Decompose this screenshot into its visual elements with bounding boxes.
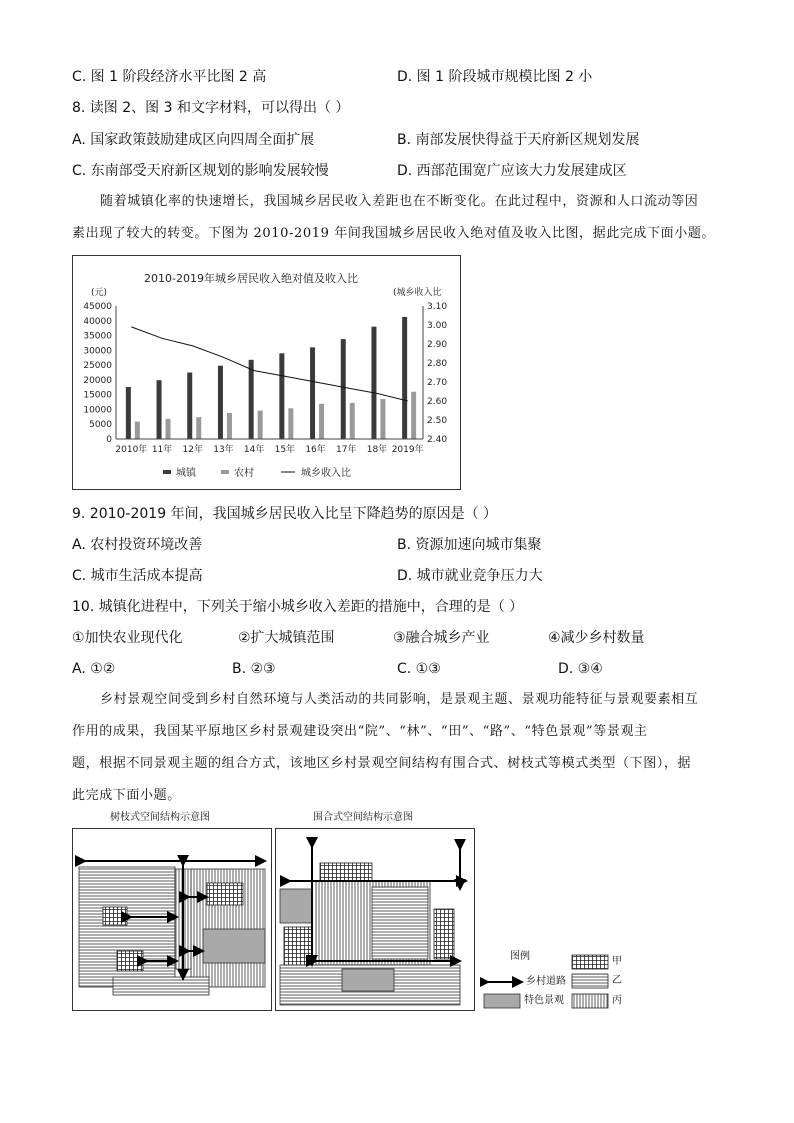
bar-rural [411,392,416,439]
chart-x-tick-label: 13年 [213,445,234,455]
bar-urban [341,339,346,439]
chart-x-tick-label: 15年 [274,445,296,455]
chart-left-tick-label: 45000 [83,302,112,312]
branch-diagram-title: 树枝式空间结构示意图 [110,812,210,823]
q9-option-c: C. 城市生活成本提高 [72,568,203,584]
chart-right-tick-label: 2.70 [427,378,448,388]
legend-bing-label: 丙 [612,995,622,1006]
bar-urban [218,366,223,439]
bar-urban [157,380,162,439]
chart-left-tick-label: 15000 [83,390,112,401]
enclosed-feature-left [280,889,312,923]
enclosed-zone-jia-right [434,909,454,959]
bar-urban [126,387,131,439]
chart-x-tick-label: 16年 [305,445,326,455]
chart-right-tick-label: 2.40 [427,435,448,445]
branch-zone-jia-2 [103,907,127,925]
passage2-line1: 乡村景观空间受到乡村自然环境与人类活动的共同影响，是景观主题、景观功能特征与景观要素相互 [100,692,699,707]
bar-rural [350,403,355,439]
bar-urban [310,347,315,439]
chart-title: 2010-2019年城乡居民收入绝对值及收入比 [144,272,358,285]
q8-option-a: A. 国家政策鼓励建成区向四周全面扩展 [72,132,315,148]
q8-option-d: D. 西部范围宽广应该大力发展建成区 [397,163,627,179]
legend-rural-swatch [221,470,229,474]
q9-option-a: A. 农村投资环境改善 [72,537,203,553]
passage2-line4: 此完成下面小题。 [72,788,181,803]
q10-statement-4: ④减少乡村数量 [548,630,645,646]
bar-rural [227,413,232,439]
chart-x-tick-label: 12年 [182,445,203,455]
q10-option-b: B. ②③ [232,661,276,677]
chart-left-axis-unit: (元) [91,288,108,298]
passage1-line2: 素出现了较大的转变。下图为 2010-2019 年间我国城乡居民收入绝对值及收入比图，据此完成下面小题。 [72,226,716,241]
legend-feature-swatch [484,994,520,1008]
q7-option-c: C. 图 1 阶段经济水平比图 2 高 [72,69,267,85]
chart-x-tick-label: 18年 [366,445,388,455]
legend-ratio-label: 城乡收入比 [301,468,351,479]
chart-x-tick-label: 11年 [151,445,173,455]
chart-left-tick-label: 20000 [83,375,112,386]
enclosed-zone-jia-left [284,927,312,965]
chart-right-tick-label: 2.80 [427,359,448,369]
bar-urban [279,353,284,439]
q9-stem: 9. 2010-2019 年间，我国城乡居民收入比呈下降趋势的原因是（ ） [72,506,498,522]
legend-urban-swatch [163,470,171,474]
bar-urban [402,317,407,439]
chart-left-tick-label: 35000 [83,331,112,342]
q10-option-d: D. ③④ [558,661,603,677]
ratio-line [131,327,407,401]
bar-rural [135,422,140,439]
bar-rural [288,408,293,439]
legend-bing-swatch [572,994,608,1008]
chart-right-tick-label: 3.10 [427,302,448,312]
passage2-line3: 题，根据不同景观主题的组合方式，该地区乡村景观空间结构有围合式、树枝式等模式类型（下图），据 [72,756,692,771]
legend-road-label: 乡村道路 [526,976,566,987]
q8-stem: 8. 读图 2、图 3 和文字材料，可以得出（ ） [72,100,350,116]
enclosed-structure-diagram [275,828,475,1011]
chart-left-tick-label: 5000 [89,420,112,431]
chart-x-tick-label: 2010年 [115,445,148,455]
q8-option-b: B. 南部发展快得益于天府新区规划发展 [397,132,640,148]
bar-rural [319,404,324,439]
branch-feature-landscape [203,929,265,963]
branch-zone-bing-bottom [113,977,209,995]
branch-zone-jia-3 [117,951,143,971]
bar-rural [380,399,385,439]
q8-option-c: C. 东南部受天府新区规划的影响发展较慢 [72,163,329,179]
chart-right-tick-label: 2.50 [427,416,448,426]
chart-x-tick-label: 2019年 [391,445,424,455]
legend-rural-label: 农村 [234,468,254,479]
chart-left-tick-label: 25000 [83,361,112,372]
chart-right-axis-unit: (城乡收入比 [393,288,442,298]
chart-x-tick-label: 14年 [243,445,265,455]
income-chart [72,255,461,490]
bar-rural [258,411,263,439]
enclosed-zone-jia-top [320,863,372,881]
income-chart-svg [73,256,460,489]
legend-yi-swatch [572,974,608,988]
bar-rural [196,417,201,439]
q9-option-b: B. 资源加速向城市集聚 [397,537,542,553]
q10-statement-3: ③融合城乡产业 [393,630,490,646]
branch-structure-diagram [72,828,272,1011]
q10-option-a: A. ①② [72,661,116,677]
chart-right-tick-label: 3.00 [427,321,448,331]
chart-left-tick-label: 10000 [83,405,112,416]
chart-right-tick-label: 2.60 [427,397,448,407]
chart-right-tick-label: 2.90 [427,340,448,350]
legend-feature-label: 特色景观 [524,995,564,1006]
bar-rural [166,419,171,439]
passage1-line1: 随着城镇化率的快速增长，我国城乡居民收入差距也在不断变化。在此过程中，资源和人口流动等因 [100,194,699,209]
chart-left-tick-label: 0 [106,435,112,445]
legend-yi-label: 乙 [612,975,622,986]
legend-jia-label: 甲 [612,956,622,967]
q10-statement-2: ②扩大城镇范围 [238,630,335,646]
chart-x-tick-label: 17年 [336,445,357,455]
chart-left-tick-label: 30000 [83,346,112,357]
legend-jia-swatch [572,955,608,969]
q10-stem: 10. 城镇化进程中，下列关于缩小城乡收入差距的措施中，合理的是（ ） [72,599,524,615]
bar-urban [187,373,192,440]
enclosed-zone-bing-center [372,887,428,959]
enclosed-feature-bottom [342,969,394,991]
q10-option-c: C. ①③ [397,661,441,677]
passage2-line2: 作用的成果，我国某平原地区乡村景观建设突出“院”、“林”、“田”、“路”、“特色景观”等景观主 [72,724,648,739]
bar-urban [371,327,376,439]
q10-statement-1: ①加快农业现代化 [72,630,183,646]
enclosed-diagram-title: 围合式空间结构示意图 [313,812,413,823]
legend-title: 图例 [510,951,530,962]
legend-urban-label: 城镇 [176,468,196,479]
q7-option-d: D. 图 1 阶段城市规模比图 2 小 [397,69,593,85]
chart-left-tick-label: 40000 [83,316,112,327]
q9-option-d: D. 城市就业竞争压力大 [397,568,543,584]
branch-zone-jia-1 [207,883,243,905]
bar-urban [249,360,254,439]
